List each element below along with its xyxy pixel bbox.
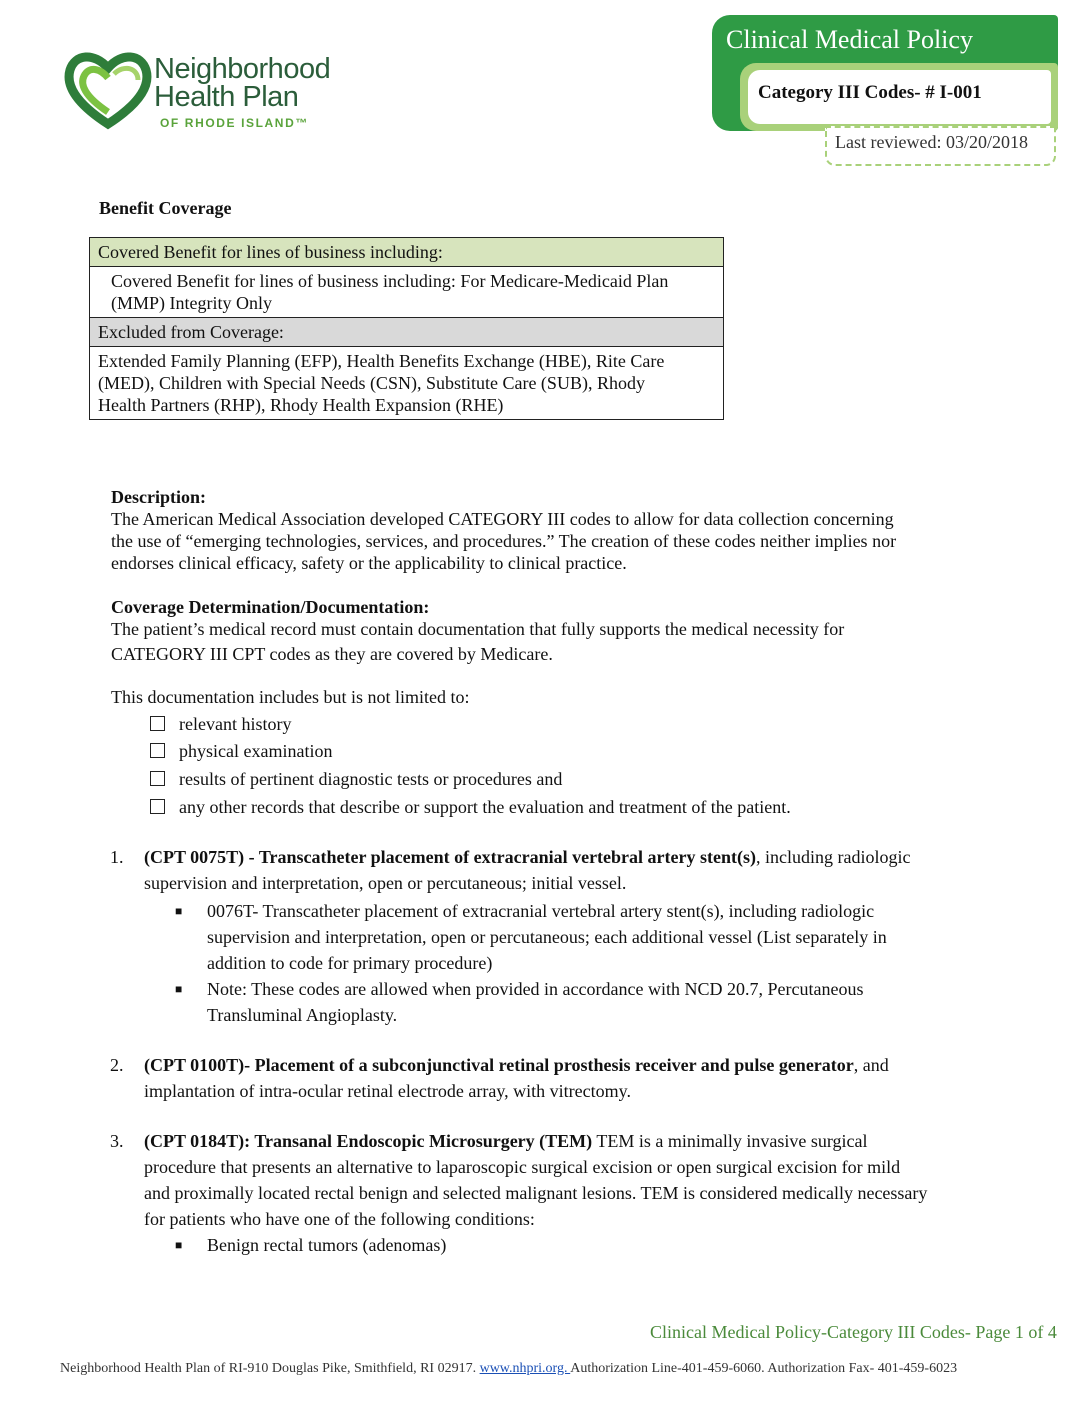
checklist-label: relevant history (179, 714, 292, 734)
coverage-line2: CATEGORY III CPT codes as they are covered by Medicare. (111, 644, 553, 664)
item-1-bullet-2-line1: Note: These codes are allowed when provided in accordance with NCD 20.7, Percutaneous (207, 979, 864, 999)
footer-address: Neighborhood Health Plan of RI-910 Douglas Pike, Smithfield, RI 02917. (60, 1361, 480, 1376)
item-3-title: (CPT 0184T): Transanal Endoscopic Microsurgery (TEM) (144, 1131, 593, 1151)
coverage-line1: The patient’s medical record must contain documentation that fully supports the medical necessity for (111, 619, 845, 639)
checkbox-icon (150, 716, 165, 731)
item-1-bullet-2-line2: Transluminal Angioplasty. (207, 1005, 398, 1025)
item-1-bullet-1-line1: 0076T- Transcatheter placement of extracranial vertebral artery stent(s), including radiologic (207, 901, 875, 921)
item-1-bullet-1-line2: supervision and interpretation, open or percutaneous; each additional vessel (List separately in (207, 927, 887, 947)
item-3-line3: and proximally located rectal benign and selected malignant lesions. TEM is considered medically necessary (144, 1183, 928, 1203)
checklist-label: physical examination (179, 741, 333, 761)
item-2-title: (CPT 0100T)- Placement of a subconjunctival retinal prosthesis receiver and pulse generator (144, 1055, 854, 1075)
website-link[interactable]: www.nhpri.org. (479, 1361, 571, 1376)
policy-title: Clinical Medical Policy (726, 25, 973, 54)
item-3-line1 (144, 1128, 964, 1154)
covered-text-line2: (MMP) Integrity Only (111, 293, 272, 313)
excluded-header: Excluded from Coverage: (98, 322, 284, 342)
bullet-icon: ■ (175, 982, 183, 996)
page-footer: Clinical Medical Policy-Category III Codes- Page 1 of 4 (650, 1322, 1057, 1342)
excluded-text-cell (90, 347, 724, 420)
nhp-logo (64, 46, 364, 136)
excluded-text-line3: Health Partners (RHP), Rhody Health Expansion (RHE) (98, 395, 504, 415)
last-reviewed-text: Last reviewed: 03/20/2018 (835, 132, 1028, 152)
checkbox-icon (150, 771, 165, 786)
covered-text-cell (90, 267, 724, 318)
item-3-rest: TEM is a minimally invasive surgical (592, 1131, 868, 1151)
logo-line2: Health Plan (154, 81, 299, 113)
excluded-text-line2: (MED), Children with Special Needs (CSN), Substitute Care (SUB), Rhody (98, 373, 645, 393)
checklist-item (150, 714, 291, 735)
checklist-label: results of pertinent diagnostic tests or procedures and (179, 769, 563, 789)
description-line1: The American Medical Association developed CATEGORY III codes to allow for data collection concerning (111, 509, 894, 529)
item-number: 1. (110, 847, 124, 867)
checkbox-icon (150, 799, 165, 814)
item-1-rest: , including radiologic (756, 847, 911, 867)
bullet-icon: ■ (175, 904, 183, 918)
benefit-coverage-table (89, 237, 724, 420)
covered-text-line1: Covered Benefit for lines of business including: For Medicare-Medicaid Plan (111, 271, 669, 291)
item-2-line1 (144, 1052, 964, 1078)
item-3-line2: procedure that presents an alternative to laparoscopic surgical excision or open surgical excision for mild (144, 1157, 901, 1177)
description-line2: the use of “emerging technologies, services, and procedures.” The creation of these codes neither implies nor (111, 531, 897, 551)
description-line3: endorses clinical efficacy, safety or the applicability to clinical practice. (111, 553, 627, 573)
item-1-line1 (144, 844, 964, 870)
documentation-intro: This documentation includes but is not limited to: (111, 687, 470, 707)
checklist-item (150, 769, 562, 790)
covered-header-cell (90, 238, 724, 267)
benefit-coverage-heading: Benefit Coverage (99, 198, 232, 218)
footer-contact: Authorization Line-401-459-6060. Authorization Fax- 401-459-6023 (570, 1361, 958, 1376)
description-heading: Description: (111, 487, 206, 507)
excluded-text-line1: Extended Family Planning (EFP), Health Benefits Exchange (HBE), Rite Care (98, 351, 665, 371)
item-1-bullet-1-line3: addition to code for primary procedure) (207, 953, 493, 973)
checkbox-icon (150, 743, 165, 758)
bullet-icon: ■ (175, 1238, 183, 1252)
checklist-item (150, 741, 332, 762)
logo-line1: Neighborhood (154, 53, 331, 85)
contact-footer (60, 1361, 957, 1377)
item-number: 3. (110, 1131, 124, 1151)
item-1-line2: supervision and interpretation, open or percutaneous; initial vessel. (144, 873, 627, 893)
excluded-header-cell (90, 318, 724, 347)
category-label: Category III Codes- # I-001 (758, 82, 982, 103)
logo-subtitle: OF RHODE ISLAND™ (160, 116, 309, 130)
item-2-line2: implantation of intra-ocular retinal electrode array, with vitrectomy. (144, 1081, 631, 1101)
item-3-line4: for patients who have one of the following conditions: (144, 1209, 535, 1229)
checklist-label: any other records that describe or support the evaluation and treatment of the patient. (179, 797, 791, 817)
covered-header: Covered Benefit for lines of business including: (98, 242, 443, 262)
item-3-bullet-1: Benign rectal tumors (adenomas) (207, 1235, 447, 1255)
heart-logo-icon (64, 50, 152, 130)
item-number: 2. (110, 1055, 124, 1075)
checklist-item (150, 797, 791, 818)
item-1-title: (CPT 0075T) - Transcatheter placement of extracranial vertebral artery stent(s) (144, 847, 756, 867)
coverage-heading: Coverage Determination/Documentation: (111, 597, 430, 617)
item-2-rest: , and (853, 1055, 889, 1075)
